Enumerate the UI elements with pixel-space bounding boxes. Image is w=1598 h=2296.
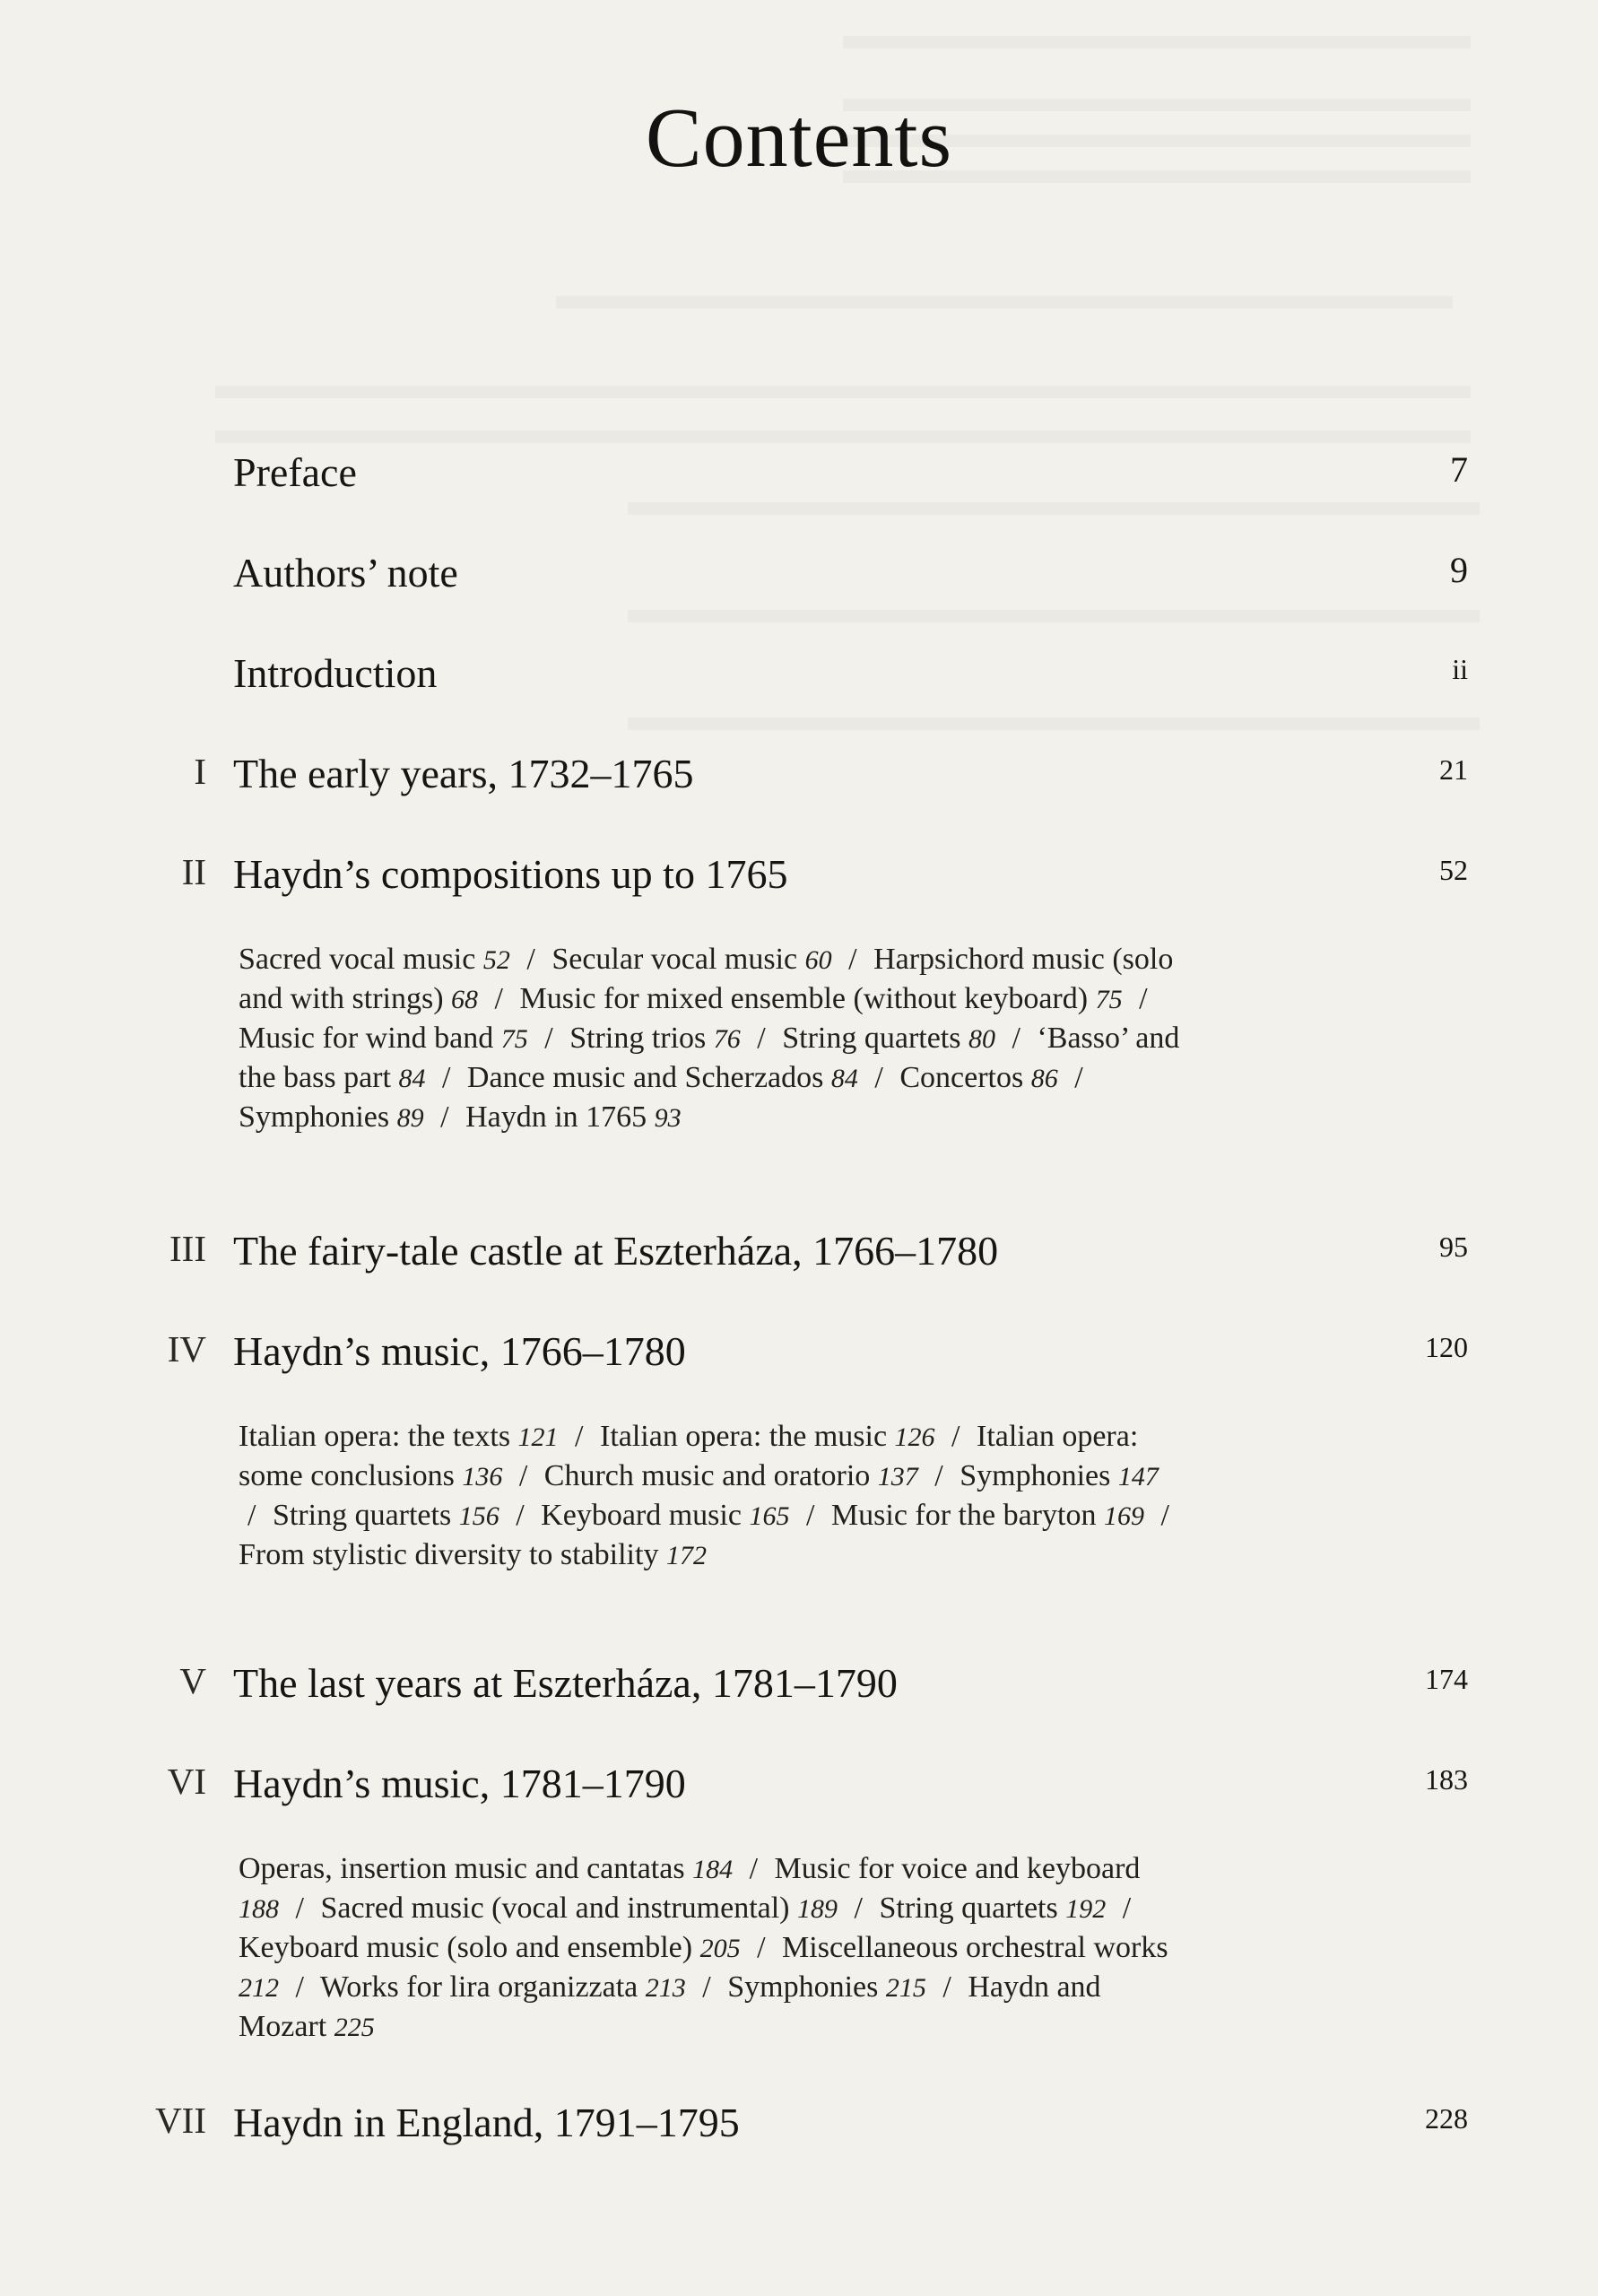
subsection-separator: / bbox=[1122, 1892, 1132, 1925]
subsection-separator: / bbox=[295, 1970, 304, 2004]
subsection-separator: / bbox=[757, 1022, 766, 1055]
subsection-label: Keyboard music bbox=[541, 1499, 742, 1532]
bleed-through-line bbox=[628, 718, 1480, 730]
subsection-page-number: 172 bbox=[665, 1541, 707, 1570]
bleed-through-line bbox=[628, 610, 1480, 622]
subsection-label: Symphonies bbox=[239, 1100, 390, 1134]
subsection-separator: / bbox=[516, 1499, 525, 1532]
chapter-page-number: ii bbox=[1452, 653, 1468, 685]
subsection-page-number: 188 bbox=[239, 1894, 279, 1924]
chapter-numeral: V bbox=[179, 1660, 206, 1701]
subsection-separator: / bbox=[1074, 1061, 1083, 1094]
subsection-label: Miscellaneous orchestral works bbox=[782, 1931, 1168, 1964]
subsection-page-number: 75 bbox=[1095, 985, 1123, 1014]
subsection-item bbox=[239, 1931, 741, 1964]
subsection-separator: / bbox=[526, 943, 535, 976]
subsection-label: Italian opera: some conclusions bbox=[239, 1420, 1139, 1492]
subsection-item bbox=[727, 1970, 926, 2004]
subsection-item bbox=[782, 1022, 995, 1055]
subsection-item bbox=[465, 1100, 682, 1134]
subsection-page-number: 86 bbox=[1030, 1064, 1058, 1093]
subsection-separator: / bbox=[848, 943, 857, 976]
chapter-title: Haydn’s music, 1766–1780 bbox=[233, 1328, 686, 1374]
subsection-label: Secular vocal music bbox=[551, 943, 798, 976]
subsection-page-number: 147 bbox=[1117, 1462, 1159, 1492]
subsection-label: Music for mixed ensemble (without keyboard) bbox=[519, 982, 1089, 1015]
subsection-item bbox=[879, 1892, 1106, 1925]
chapter-numeral: IV bbox=[167, 1328, 206, 1370]
subsection-item bbox=[467, 1061, 858, 1094]
subsection-label: Keyboard music (solo and ensemble) bbox=[239, 1931, 693, 1964]
subsection-label: Harpsichord music (solo and with strings) bbox=[239, 943, 1174, 1015]
bleed-through-line bbox=[628, 502, 1480, 515]
chapter-title: Preface bbox=[233, 449, 357, 495]
subsection-item bbox=[899, 1061, 1057, 1094]
chapter-numeral: VI bbox=[167, 1761, 206, 1802]
chapter-title: Haydn’s music, 1781–1790 bbox=[233, 1761, 686, 1806]
subsection-label: Italian opera: the music bbox=[600, 1420, 888, 1453]
subsection-item bbox=[544, 1459, 918, 1492]
subsection-page-number: 136 bbox=[462, 1462, 503, 1492]
subsection-page-number: 212 bbox=[239, 1973, 279, 2003]
chapter-page-number: 52 bbox=[1439, 854, 1468, 886]
subsection-separator: / bbox=[440, 1100, 449, 1134]
subsection-separator: / bbox=[749, 1852, 759, 1885]
subsection-label: String trios bbox=[569, 1022, 707, 1055]
subsection-label: Music for the baryton bbox=[830, 1499, 1097, 1532]
chapter-numeral: I bbox=[194, 751, 206, 792]
subsection-page-number: 215 bbox=[885, 1973, 926, 2003]
subsection-item bbox=[960, 1459, 1159, 1492]
subsection-page-number: 192 bbox=[1065, 1894, 1107, 1924]
subsection-label: Music for wind band bbox=[239, 1022, 494, 1055]
subsection-item bbox=[320, 1892, 838, 1925]
subsection-item bbox=[600, 1420, 935, 1453]
subsection-label: Works for lira organizzata bbox=[319, 1970, 638, 2004]
chapter-title: The last years at Eszterháza, 1781–1790 bbox=[233, 1660, 898, 1706]
chapter-title: Haydn’s compositions up to 1765 bbox=[233, 851, 788, 897]
subsection-item bbox=[239, 943, 510, 976]
subsection-label: Operas, insertion music and cantatas bbox=[239, 1852, 685, 1885]
subsection-separator: / bbox=[1160, 1499, 1169, 1532]
subsection-page-number: 52 bbox=[482, 945, 510, 975]
subsection-list bbox=[239, 1417, 1180, 1575]
subsection-separator: / bbox=[951, 1420, 960, 1453]
subsection-separator: / bbox=[942, 1970, 951, 2004]
subsection-item bbox=[239, 1022, 528, 1055]
subsection-page-number: 80 bbox=[968, 1024, 995, 1054]
chapter-page-number: 7 bbox=[1450, 449, 1468, 490]
subsection-separator: / bbox=[494, 982, 503, 1015]
subsection-page-number: 84 bbox=[398, 1064, 426, 1093]
subsection-label: Italian opera: the texts bbox=[239, 1420, 511, 1453]
bleed-through-line bbox=[215, 430, 1471, 443]
subsection-separator: / bbox=[854, 1892, 863, 1925]
subsection-label: Sacred music (vocal and instrumental) bbox=[320, 1892, 790, 1925]
subsection-label: String quartets bbox=[272, 1499, 452, 1532]
chapter-page-number: 174 bbox=[1425, 1663, 1468, 1695]
chapter-title: The early years, 1732–1765 bbox=[233, 751, 694, 796]
subsection-separator: / bbox=[805, 1499, 815, 1532]
bleed-through-line bbox=[843, 36, 1471, 48]
chapter-numeral: II bbox=[181, 851, 206, 892]
page-title: Contents bbox=[645, 91, 953, 185]
chapter-page-number: 9 bbox=[1450, 550, 1468, 590]
subsection-separator: / bbox=[934, 1459, 943, 1492]
chapter-numeral: III bbox=[169, 1228, 206, 1269]
subsection-item bbox=[239, 1100, 424, 1134]
subsection-page-number: 76 bbox=[713, 1024, 741, 1054]
subsection-label: String quartets bbox=[879, 1892, 1058, 1925]
subsection-separator: / bbox=[702, 1970, 711, 2004]
subsection-item bbox=[831, 1499, 1144, 1532]
subsection-label: Haydn in 1765 bbox=[465, 1100, 647, 1134]
bleed-through-line bbox=[556, 296, 1453, 309]
subsection-item bbox=[551, 943, 831, 976]
subsection-page-number: 121 bbox=[517, 1422, 559, 1452]
chapter-page-number: 95 bbox=[1439, 1231, 1468, 1263]
subsection-separator: / bbox=[1139, 982, 1148, 1015]
subsection-list bbox=[239, 940, 1180, 1137]
subsection-separator: / bbox=[441, 1061, 451, 1094]
subsection-page-number: 205 bbox=[699, 1934, 741, 1963]
subsection-label: Dance music and Scherzados bbox=[466, 1061, 824, 1094]
subsection-item bbox=[520, 982, 1123, 1015]
chapter-title: The fairy-tale castle at Eszterháza, 1766–1780 bbox=[233, 1228, 999, 1274]
subsection-separator: / bbox=[757, 1931, 766, 1964]
subsection-item bbox=[569, 1022, 741, 1055]
subsection-page-number: 93 bbox=[654, 1103, 682, 1133]
chapter-title: Authors’ note bbox=[233, 550, 458, 596]
chapter-numeral: VII bbox=[155, 2100, 206, 2141]
subsection-page-number: 189 bbox=[797, 1894, 838, 1924]
subsection-label: Church music and oratorio bbox=[543, 1459, 871, 1492]
chapter-page-number: 183 bbox=[1425, 1763, 1468, 1796]
subsection-separator: / bbox=[1012, 1022, 1020, 1055]
chapter-page-number: 21 bbox=[1439, 753, 1468, 786]
subsection-label: Symphonies bbox=[727, 1970, 879, 2004]
subsection-label: ‘Basso’ and the bass part bbox=[239, 1022, 1180, 1094]
subsection-page-number: 84 bbox=[830, 1064, 858, 1093]
subsection-label: From stylistic diversity to stability bbox=[239, 1538, 659, 1571]
chapter-page-number: 120 bbox=[1425, 1331, 1468, 1363]
subsection-page-number: 60 bbox=[804, 945, 832, 975]
subsection-item bbox=[239, 1538, 707, 1571]
subsection-page-number: 75 bbox=[500, 1024, 528, 1054]
subsection-label: Music for voice and keyboard bbox=[774, 1852, 1141, 1885]
chapter-title: Introduction bbox=[233, 650, 438, 696]
subsection-page-number: 137 bbox=[877, 1462, 918, 1492]
subsection-separator: / bbox=[544, 1022, 553, 1055]
subsection-label: Concertos bbox=[899, 1061, 1024, 1094]
subsection-list bbox=[239, 1849, 1180, 2047]
bleed-through-line bbox=[215, 386, 1471, 398]
subsection-label: Symphonies bbox=[960, 1459, 1111, 1492]
subsection-page-number: 225 bbox=[334, 2013, 375, 2042]
subsection-page-number: 169 bbox=[1103, 1501, 1144, 1531]
subsection-separator: / bbox=[874, 1061, 883, 1094]
subsection-page-number: 165 bbox=[749, 1501, 790, 1531]
subsection-page-number: 126 bbox=[894, 1422, 935, 1452]
subsection-page-number: 213 bbox=[645, 1973, 686, 2003]
subsection-page-number: 184 bbox=[692, 1855, 734, 1884]
chapter-page-number: 228 bbox=[1425, 2102, 1468, 2135]
subsection-page-number: 89 bbox=[396, 1103, 424, 1133]
subsection-page-number: 156 bbox=[458, 1501, 499, 1531]
subsection-label: String quartets bbox=[782, 1022, 961, 1055]
subsection-label: Sacred vocal music bbox=[239, 943, 476, 976]
subsection-item bbox=[239, 1852, 733, 1885]
subsection-item bbox=[541, 1499, 789, 1532]
chapter-title: Haydn in England, 1791–1795 bbox=[233, 2100, 740, 2145]
subsection-separator: / bbox=[575, 1420, 584, 1453]
subsection-separator: / bbox=[248, 1499, 256, 1532]
subsection-item bbox=[273, 1499, 499, 1532]
subsection-item bbox=[239, 1420, 559, 1453]
subsection-separator: / bbox=[295, 1892, 304, 1925]
subsection-item bbox=[320, 1970, 686, 2004]
subsection-separator: / bbox=[518, 1459, 528, 1492]
subsection-page-number: 68 bbox=[451, 985, 479, 1014]
subsection-label: Haydn and Mozart bbox=[239, 1970, 1101, 2043]
